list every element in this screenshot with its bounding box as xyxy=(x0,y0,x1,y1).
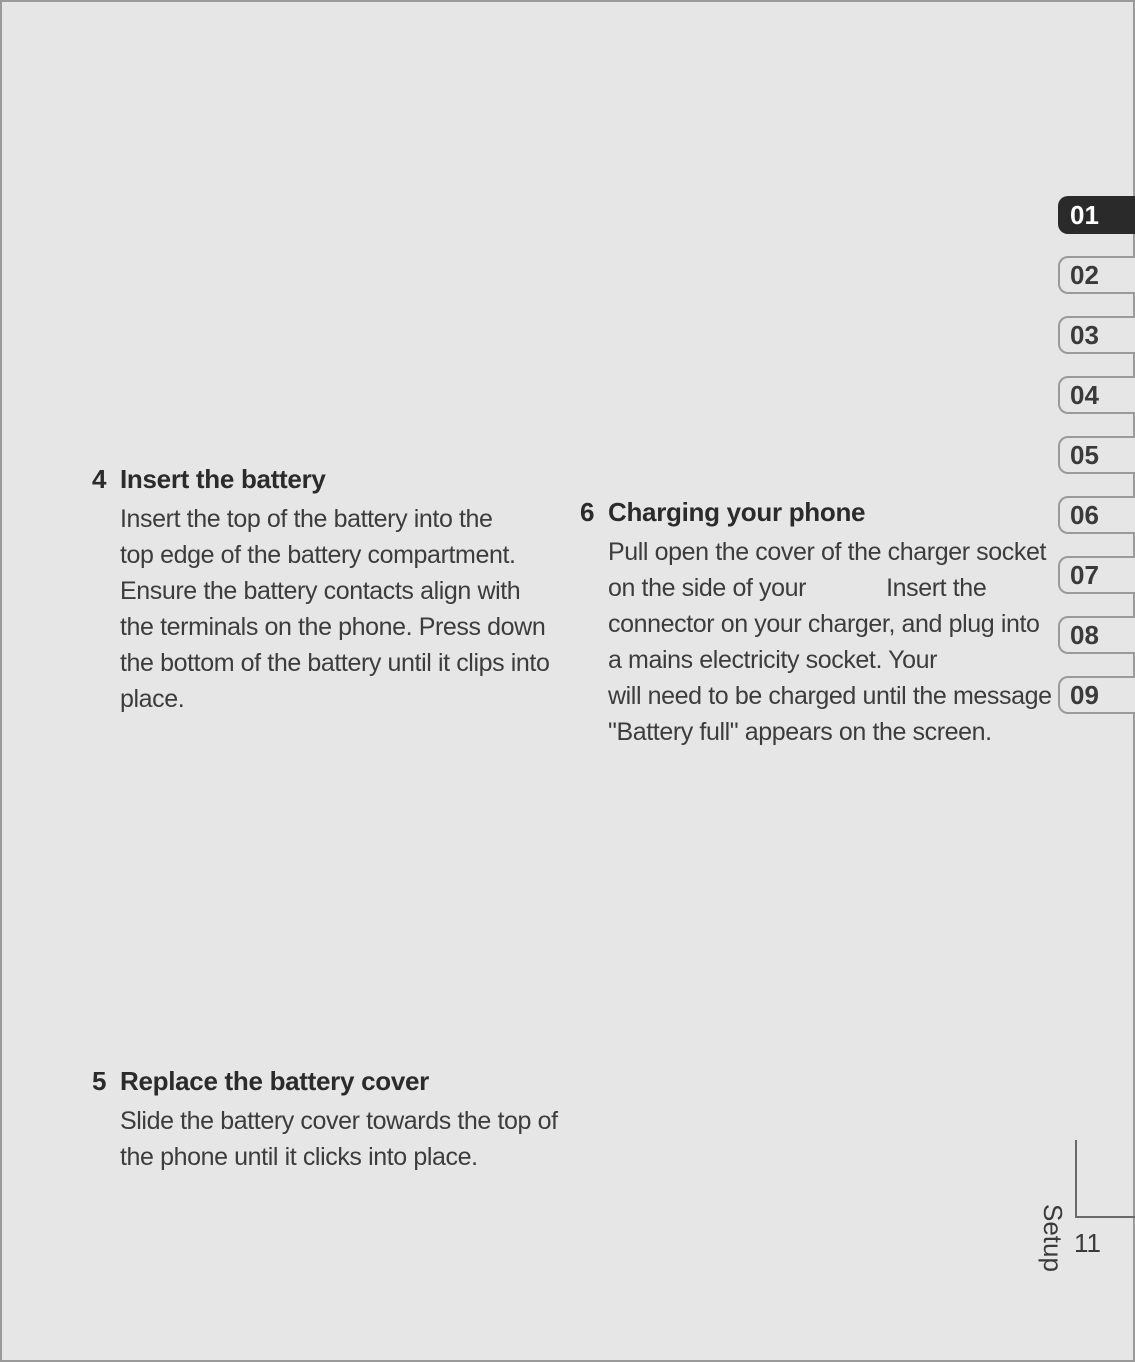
body-line: connector on your charger, and plug into xyxy=(608,610,1040,638)
body-line: Slide the battery cover towards the top of xyxy=(120,1107,558,1135)
step-5-replace-cover xyxy=(92,1066,558,1175)
chapter-tabs xyxy=(1058,196,1135,736)
body-line: a mains electricity socket. Your xyxy=(608,646,938,674)
step-heading xyxy=(92,464,549,495)
body-line: top edge of the battery compartment. xyxy=(120,541,516,569)
footer-divider-vertical xyxy=(1075,1140,1077,1216)
step-heading xyxy=(92,1066,558,1097)
step-number: 6 xyxy=(580,497,595,527)
body-line-part: Insert the xyxy=(886,574,987,602)
section-label-text: Setup xyxy=(1038,1204,1068,1272)
chapter-tab-02[interactable]: 02 xyxy=(1058,256,1135,294)
body-line: the bottom of the battery until it clips into xyxy=(120,649,550,677)
body-line xyxy=(608,570,1052,606)
step-4-insert-battery xyxy=(92,464,549,717)
chapter-tab-08[interactable]: 08 xyxy=(1058,616,1135,654)
step-body xyxy=(608,534,1052,750)
chapter-tab-07[interactable]: 07 xyxy=(1058,556,1135,594)
chapter-tab-09[interactable]: 09 xyxy=(1058,676,1135,714)
chapter-tab-04[interactable]: 04 xyxy=(1058,376,1135,414)
body-line: "Battery full" appears on the screen. xyxy=(608,718,992,746)
chapter-tab-01[interactable]: 01 xyxy=(1058,196,1135,234)
step-heading xyxy=(580,497,1052,528)
chapter-tab-03[interactable]: 03 xyxy=(1058,316,1135,354)
body-line-part: on the side of your xyxy=(608,574,807,602)
page-number: 11 xyxy=(1074,1228,1101,1258)
step-body xyxy=(120,1103,558,1175)
step-body xyxy=(120,501,549,717)
step-title: Charging your phone xyxy=(608,497,866,527)
step-number: 5 xyxy=(92,1066,107,1096)
body-line: Ensure the battery contacts align with xyxy=(120,577,521,605)
body-line: Pull open the cover of the charger socket xyxy=(608,538,1047,566)
body-line: Insert the top of the battery into the xyxy=(120,505,493,533)
chapter-tab-06[interactable]: 06 xyxy=(1058,496,1135,534)
body-line: will need to be charged until the message xyxy=(608,682,1052,710)
body-line: the phone until it clicks into place. xyxy=(120,1143,478,1171)
chapter-tab-05[interactable]: 05 xyxy=(1058,436,1135,474)
step-title: Replace the battery cover xyxy=(120,1066,429,1096)
step-title: Insert the battery xyxy=(120,464,326,494)
body-line: place. xyxy=(120,685,185,713)
footer-divider-horizontal xyxy=(1075,1216,1135,1218)
step-6-charging xyxy=(580,497,1052,750)
step-number: 4 xyxy=(92,464,107,494)
body-line: the terminals on the phone. Press down xyxy=(120,613,546,641)
